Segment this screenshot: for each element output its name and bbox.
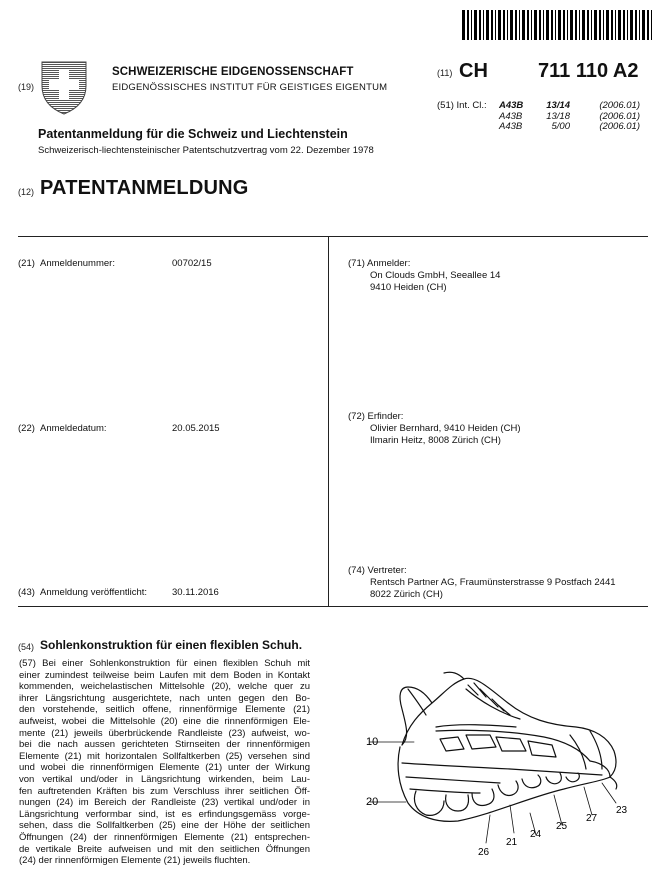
barcode-bar bbox=[575, 10, 577, 40]
inid-code-74: (74) bbox=[348, 565, 365, 576]
barcode-bar bbox=[510, 10, 513, 40]
abstract-line: mente (21) jeweils überbrückende Randleiste (23) aufweist, wo- bbox=[19, 727, 310, 739]
barcode-bar bbox=[611, 10, 613, 40]
abstract-line: de vertikale Breite aufweisen und mit den seitlichen Öffnungen bbox=[19, 843, 310, 855]
barcode-bar bbox=[531, 10, 532, 40]
barcode-bar bbox=[623, 10, 625, 40]
ipc-group: 13/14 bbox=[546, 100, 570, 111]
abstract-line: ihrer Längsrichtung ausgerichtete, nach unten gegen den Bo- bbox=[19, 692, 310, 704]
abstract-line: (24) der rinnenförmigen Elemente (21) jeweils fluchten. bbox=[19, 855, 251, 867]
field-value: 30.11.2016 bbox=[172, 587, 219, 598]
applicant-line: 9410 Heiden (CH) bbox=[370, 282, 447, 293]
barcode-bar bbox=[635, 10, 637, 40]
table-top-rule bbox=[18, 236, 648, 237]
inventor-label: Erfinder: bbox=[367, 411, 404, 422]
field-label: Anmeldedatum: bbox=[40, 423, 107, 434]
ipc-class: A43B bbox=[499, 121, 523, 132]
barcode-icon bbox=[462, 10, 654, 40]
barcode-bar bbox=[503, 10, 505, 40]
document-type: PATENTANMELDUNG bbox=[40, 177, 249, 199]
barcode-bar bbox=[651, 10, 652, 40]
ref-numeral: 27 bbox=[586, 813, 598, 824]
abstract-line: nungen (24) im Bereich der Randleiste (23) vertikal und/oder in bbox=[19, 797, 310, 809]
office-subtitle: EIDGENÖSSISCHES INSTITUT FÜR GEISTIGES EIGENTUM bbox=[112, 82, 388, 93]
barcode-bar bbox=[479, 10, 481, 40]
abstract-line: einer zumindest teilweise beim Laufen mit dem Boden in Kontakt bbox=[19, 669, 310, 681]
swiss-coat-of-arms-icon bbox=[38, 58, 90, 116]
barcode-bar bbox=[495, 10, 496, 40]
inid-code-12: (12) bbox=[18, 187, 35, 197]
barcode-bar bbox=[471, 10, 472, 40]
table-column-divider bbox=[328, 236, 329, 607]
barcode-bar bbox=[546, 10, 549, 40]
barcode-bar bbox=[543, 10, 544, 40]
ref-numeral: 24 bbox=[530, 829, 542, 840]
barcode-bar bbox=[498, 10, 501, 40]
applicant-line: On Clouds GmbH, Seeallee 14 bbox=[370, 270, 501, 281]
barcode-bar bbox=[599, 10, 601, 40]
barcode-bar bbox=[527, 10, 529, 40]
barcode-bar bbox=[467, 10, 469, 40]
inventor-line: Olivier Bernhard, 9410 Heiden (CH) bbox=[370, 423, 521, 434]
barcode-bar bbox=[462, 10, 465, 40]
ipc-class: A43B bbox=[499, 110, 523, 122]
barcode-bar bbox=[579, 10, 580, 40]
inid-code-72: (72) bbox=[348, 411, 365, 422]
abstract-line: Elemente (21) mit horizontalen Sollfaltkerben (25) versehen sind bbox=[19, 750, 310, 762]
table-bottom-rule bbox=[18, 606, 648, 607]
abstract-line: kommenden, weichelastischen Mittelsohle (20), welche quer zu bbox=[19, 681, 310, 693]
barcode-bar bbox=[563, 10, 565, 40]
abstract-line: den vorstehende, seitlich offene, rinnenförmige Elemente (21) bbox=[19, 704, 310, 716]
office-name: SCHWEIZERISCHE EIDGENOSSENSCHAFT bbox=[112, 66, 354, 78]
ipc-group: 13/18 bbox=[546, 110, 570, 122]
barcode-bar bbox=[582, 10, 585, 40]
abstract-line: sehen, dass die Sollfaltkerben (25) eine der Höhe der seitlichen bbox=[19, 820, 310, 832]
abstract-line: von vertikal und/oder in Längsrichtung wirkenden, beim Lau- bbox=[19, 773, 310, 785]
barcode-bar bbox=[522, 10, 525, 40]
abstract-line: Längsrichtung verformbar sind, ist es erfindungsgemäss vorge- bbox=[19, 808, 310, 820]
representative-line: 8022 Zürich (CH) bbox=[370, 589, 443, 600]
field-value: 00702/15 bbox=[172, 258, 212, 269]
inid-code: (43) bbox=[18, 587, 35, 598]
representative-label: Vertreter: bbox=[367, 565, 407, 576]
abstract-line: aufweist, wobei die Mittelsohle (20) eine die rinnenförmigen Ele- bbox=[19, 715, 310, 727]
ref-numeral: 20 bbox=[366, 796, 379, 808]
barcode-bar bbox=[539, 10, 541, 40]
ipc-group: 5/00 bbox=[551, 121, 570, 132]
barcode-bar bbox=[639, 10, 640, 40]
publication-number: 711 110 A2 bbox=[538, 60, 639, 82]
ipc-version: (2006.01) bbox=[599, 100, 640, 111]
shoe-drawing bbox=[340, 665, 650, 860]
inid-code-71: (71) bbox=[348, 258, 365, 269]
barcode-bar bbox=[551, 10, 553, 40]
inid-code: (21) bbox=[18, 258, 35, 269]
barcode-bar bbox=[567, 10, 568, 40]
barcode-bar bbox=[615, 10, 616, 40]
invention-title: Sohlenkonstruktion für einen flexiblen Schuh. bbox=[40, 638, 303, 652]
ipc-version: (2006.01) bbox=[599, 121, 640, 132]
barcode-bar bbox=[507, 10, 508, 40]
field-label: Anmeldung veröffentlicht: bbox=[40, 587, 148, 598]
barcode-bar bbox=[486, 10, 489, 40]
ipc-class: A43B bbox=[499, 100, 524, 111]
ipc-version: (2006.01) bbox=[599, 110, 640, 122]
ref-numeral: 21 bbox=[506, 837, 518, 848]
abstract-line: (57) Bei einer Sohlenkonstruktion für einen flexiblen Schuh mit bbox=[19, 658, 310, 669]
treaty-line: Schweizerisch-liechtensteinischer Patentschutzvertrag vom 22. Dezember 1978 bbox=[38, 145, 374, 156]
country-code: CH bbox=[459, 60, 488, 82]
barcode-bar bbox=[558, 10, 561, 40]
barcode-bar bbox=[534, 10, 537, 40]
abstract-line: und wobei die rinnenförmigen Elemente (21) unter der Wirkung bbox=[19, 762, 310, 774]
applicant-label: Anmelder: bbox=[367, 258, 411, 269]
barcode-bar bbox=[603, 10, 604, 40]
barcode-bar bbox=[491, 10, 493, 40]
barcode-bar bbox=[630, 10, 633, 40]
barcode-bar bbox=[570, 10, 573, 40]
field-value: 20.05.2015 bbox=[172, 423, 220, 434]
barcode-bar bbox=[515, 10, 517, 40]
barcode-bar bbox=[587, 10, 589, 40]
abstract-text bbox=[19, 658, 310, 867]
barcode-bar bbox=[594, 10, 597, 40]
document-title-line: Patentanmeldung für die Schweiz und Liechtenstein bbox=[38, 127, 348, 141]
representative-line: Rentsch Partner AG, Fraumünsterstrasse 9 Postfach 2441 bbox=[370, 577, 616, 588]
abstract-line: fen auftretenden Kräften bis zum Verschluss ihrer seitlichen Öff- bbox=[19, 785, 310, 797]
barcode-bar bbox=[647, 10, 649, 40]
barcode-bar bbox=[618, 10, 621, 40]
barcode-bar bbox=[591, 10, 592, 40]
barcode-bar bbox=[474, 10, 477, 40]
barcode-bar bbox=[555, 10, 556, 40]
ref-numeral: 26 bbox=[478, 847, 490, 858]
inid-code-54: (54) bbox=[18, 642, 35, 652]
inventor-line: Ilmarin Heitz, 8008 Zürich (CH) bbox=[370, 435, 501, 446]
ref-numeral: 23 bbox=[616, 805, 628, 816]
barcode-bar bbox=[483, 10, 484, 40]
inid-code: (22) bbox=[18, 423, 35, 434]
ref-numeral: 25 bbox=[556, 821, 568, 832]
barcode-bar bbox=[627, 10, 628, 40]
abstract-line: Öffnungen (24) der rinnenförmigen Elemente (21) entsprechen- bbox=[19, 831, 310, 843]
barcode-bar bbox=[642, 10, 645, 40]
inid-code-11: (11) bbox=[437, 68, 453, 78]
inid-code-19: (19) bbox=[18, 82, 35, 92]
inid-code-51: (51) Int. Cl.: bbox=[437, 100, 487, 111]
field-label: Anmeldenummer: bbox=[40, 258, 115, 269]
ref-numeral: 10 bbox=[366, 736, 379, 748]
barcode-bar bbox=[606, 10, 609, 40]
abstract-line: bei die nach aussen gerichteten Stirnseiten der rinnenförmigen bbox=[19, 739, 310, 751]
barcode-bar bbox=[519, 10, 520, 40]
